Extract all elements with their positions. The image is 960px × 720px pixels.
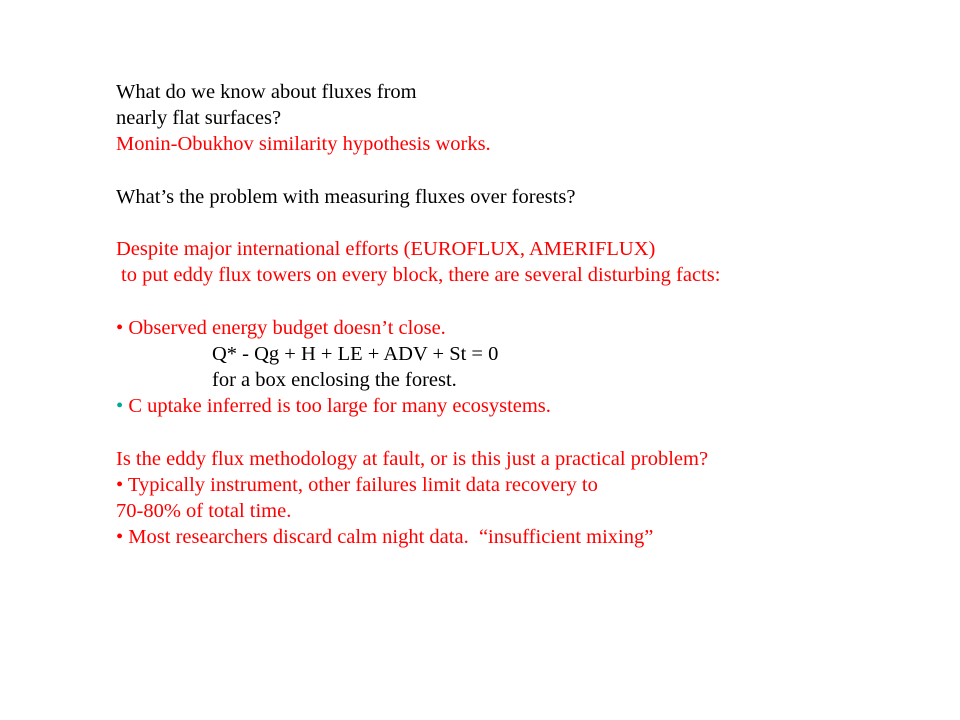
fact-bullet-carbon xyxy=(116,393,936,419)
methodology-bullet-1-continued: 70-80% of total time. xyxy=(116,500,292,522)
methodology-question: Is the eddy flux methodology at fault, or is this just a practical problem? xyxy=(116,447,709,470)
energy-equation: Q* - Qg + H + LE + ADV + St = 0 xyxy=(212,342,499,365)
intro-question-line-2: nearly flat surfaces? xyxy=(116,107,282,130)
spacer xyxy=(116,210,936,236)
methodology-bullet-2: • Most researchers discard calm night data. “insufficient mixing” xyxy=(116,526,654,549)
spacer xyxy=(116,289,936,315)
fact-bullet-energy xyxy=(116,315,936,341)
efforts-line-1: Despite major international efforts (EUROFLUX, AMERIFLUX) xyxy=(116,238,656,261)
fact-carbon-text: C uptake inferred is too large for many ecosystems. xyxy=(123,395,551,418)
forest-problem-question: What’s the problem with measuring fluxes over forests? xyxy=(116,185,576,208)
spacer xyxy=(116,419,936,445)
intro-question-line-1: What do we know about fluxes from xyxy=(116,81,417,103)
slide-content xyxy=(116,79,936,550)
bullet-marker: • xyxy=(116,395,124,418)
bullet-marker: • xyxy=(116,316,124,339)
fact-energy-text: Observed energy budget doesn’t close. xyxy=(123,316,446,339)
energy-equation-note: for a box enclosing the forest. xyxy=(212,369,457,392)
intro-answer: Monin-Obukhov similarity hypothesis works. xyxy=(116,133,491,156)
methodology-bullet-1: • Typically instrument, other failures limit data recovery to xyxy=(116,473,598,496)
spacer xyxy=(116,158,936,184)
efforts-line-2: to put eddy flux towers on every block, there are several disturbing facts: xyxy=(121,264,721,287)
